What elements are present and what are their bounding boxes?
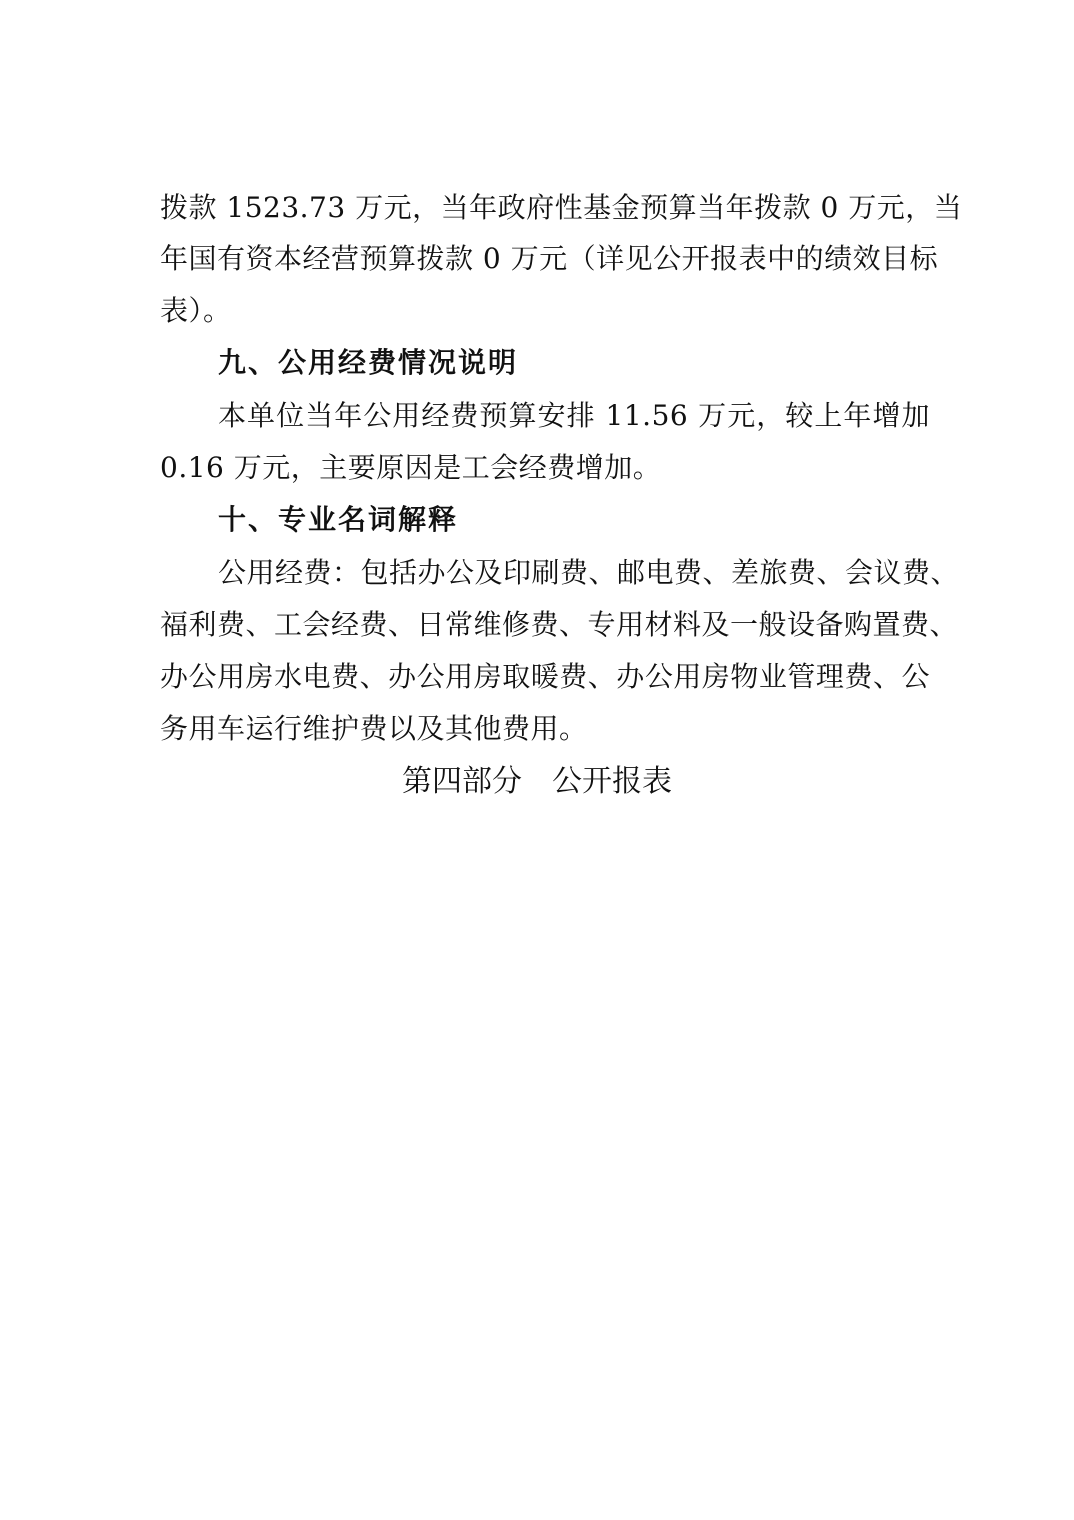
body-text-line: 年国有资本经营预算拨款 0 万元（详见公开报表中的绩效目标 xyxy=(160,242,939,275)
body-text-line: 本单位当年公用经费预算安排 11.56 万元，较上年增加 xyxy=(218,399,930,432)
section-heading-10: 十、专业名词解释 xyxy=(218,503,459,536)
section-heading-9: 九、公用经费情况说明 xyxy=(218,346,519,379)
body-text-line: 0.16 万元，主要原因是工会经费增加。 xyxy=(160,451,662,484)
body-text-line: 福利费、工会经费、日常维修费、专用材料及一般设备购置费、 xyxy=(160,608,959,641)
body-text-line: 拨款 1523.73 万元，当年政府性基金预算当年拨款 0 万元，当 xyxy=(160,191,963,224)
part-title: 第四部分 公开报表 xyxy=(402,764,672,799)
body-text-line: 务用车运行维护费以及其他费用。 xyxy=(160,712,588,745)
body-text-line: 表）。 xyxy=(160,294,232,327)
body-text-line: 公用经费：包括办公及印刷费、邮电费、差旅费、会议费、 xyxy=(218,556,960,589)
body-text-line: 办公用房水电费、办公用房取暖费、办公用房物业管理费、公 xyxy=(160,660,930,693)
